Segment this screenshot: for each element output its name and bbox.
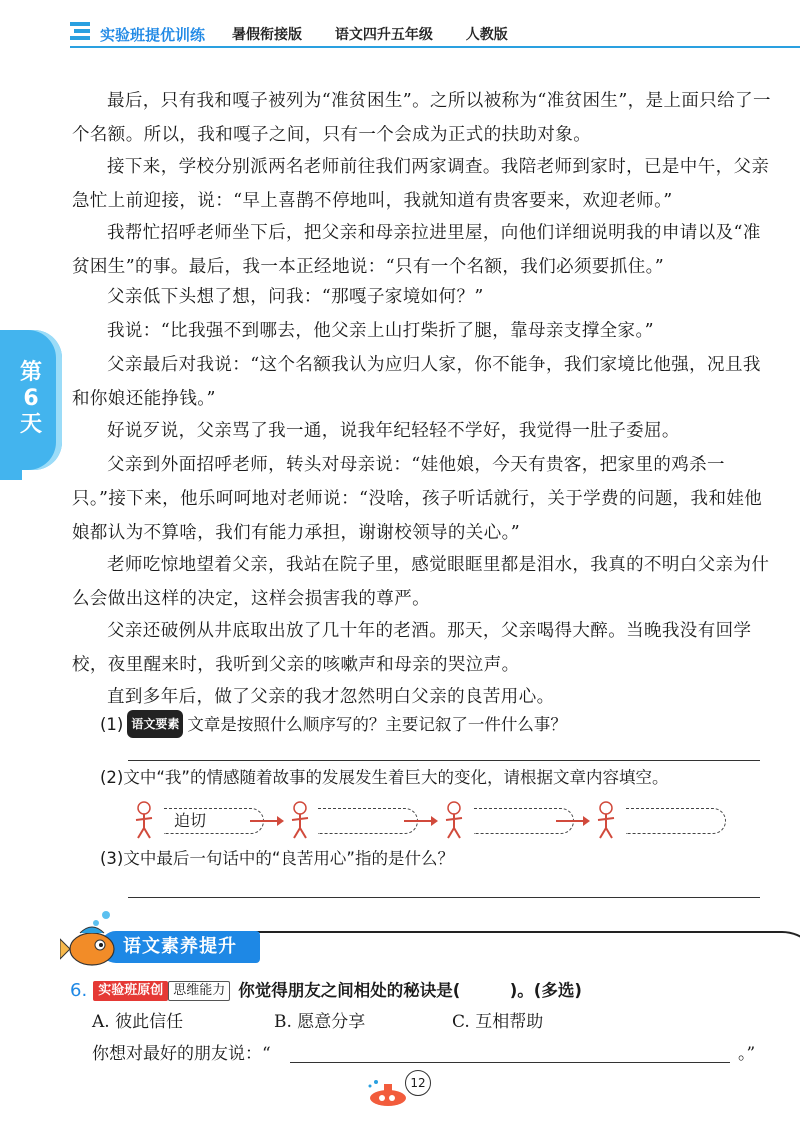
question-6-number: 6. (70, 980, 88, 1001)
option-a[interactable]: A. 彼此信任 (92, 1012, 184, 1032)
skill-tag: 语文要素 (127, 710, 183, 738)
question-1 (100, 710, 760, 738)
question-3: (3)文中最后一句话中的“良苦用心”指的是什么？ (100, 849, 454, 868)
emotion-flow (100, 798, 760, 848)
passage-paragraph: 我说：“比我强不到哪去，他父亲上山打柴折了腿，靠母亲支撑全家。” (107, 321, 654, 341)
emotion-box-4[interactable] (626, 808, 726, 834)
child-figure-icon (130, 800, 160, 840)
question-6 (70, 978, 770, 1004)
tab-stub (0, 470, 22, 480)
flow-arrow (404, 820, 436, 822)
section-banner (60, 905, 800, 975)
passage-paragraph: 接下来，学校分别派两名老师前往我们两家调查。我陪老师到家时，已是中午，父亲急忙上前迎接，说：“早上喜鹊不停地叫，我就知道有贵客要来，欢迎老师。” (72, 157, 770, 211)
series-title: 实验班提优训练 (100, 26, 206, 44)
day-side-tab (0, 330, 62, 470)
publisher-label: 人教版 (465, 27, 508, 43)
friend-prompt-text: 你想对最好的朋友说：“ (92, 1044, 271, 1064)
child-figure-icon (440, 800, 470, 840)
question-1-text: 文章是按照什么顺序写的？主要记叙了一件什么事？ (187, 715, 567, 734)
subject-label: 语文四升五年级 (334, 27, 433, 43)
flow-arrow (250, 820, 282, 822)
passage-paragraph: 父亲最后对我说：“这个名额我认为应归人家，你不能争，我们家境比他强，况且我和你娘还能挣钱。” (72, 355, 761, 409)
option-b[interactable]: B. 愿意分享 (274, 1012, 366, 1032)
passage-paragraph: 父亲还破例从井底取出放了几十年的老酒。那天，父亲喝得大醉。当晚我没有回学校，夜里醒来时，我听到父亲的咳嗽声和母亲的哭泣声。 (72, 621, 752, 675)
option-c[interactable]: C. 互相帮助 (452, 1012, 544, 1032)
child-figure-icon (286, 800, 316, 840)
emotion-box-2[interactable] (318, 808, 418, 834)
submarine-icon (366, 1078, 410, 1108)
friend-prompt (92, 1040, 772, 1068)
question-1-number: (1) (100, 715, 124, 734)
answer-line-3[interactable] (128, 897, 760, 898)
banner-curve (210, 931, 800, 973)
page-header (0, 0, 800, 50)
book-meta (232, 24, 526, 44)
passage-paragraph: 直到多年后，做了父亲的我才忽然明白父亲的良苦用心。 (107, 687, 555, 707)
header-rule (70, 46, 800, 48)
fish-mascot-icon (60, 905, 120, 975)
passage-paragraph: 老师吃惊地望着父亲，我站在院子里，感觉眼眶里都是泪水，我真的不明白父亲为什么会做出这样的决定，这样会损害我的尊严。 (72, 555, 770, 609)
friend-answer-line[interactable] (290, 1062, 730, 1063)
section-title: 语文素养提升 (100, 931, 260, 963)
friend-prompt-end: 。” (738, 1044, 756, 1064)
passage-paragraph: 父亲低下头想了想，问我：“那嘎子家境如何？” (107, 287, 484, 307)
original-tag: 实验班原创 (93, 981, 168, 1001)
flow-arrow (556, 820, 588, 822)
passage-paragraph: 最后，只有我和嘎子被列为“准贫困生”。之所以被称为“准贫困生”，是上面只给了一个名额。所以，我和嘎子之间，只有一个会成为正式的扶助对象。 (72, 91, 771, 145)
day-label: 第6天 (19, 360, 42, 437)
answer-line-1[interactable] (128, 760, 760, 761)
passage-paragraph: 父亲到外面招呼老师，转头对母亲说：“娃他娘，今天有贵客，把家里的鸡杀一只。”接下来，他乐呵呵地对老师说：“没啥，孩子听话就行，关于学费的问题，我和娃他娘都认为不算啥，我们有能力承担，谢谢校领导的关心。” (72, 455, 763, 543)
thinking-tag: 思维能力 (168, 981, 230, 1001)
edition-label: 暑假衔接版 (232, 27, 302, 43)
emotion-box-1[interactable]: 迫切 (164, 808, 264, 834)
child-figure-icon (592, 800, 622, 840)
passage-paragraph: 我帮忙招呼老师坐下后，把父亲和母亲拉进里屋，向他们详细说明我的申请以及“准贫困生”的事。最后，我一本正经地说：“只有一个名额，我们必须要抓住。” (72, 223, 761, 277)
page-number: 12 (405, 1070, 431, 1096)
question-2: (2)文中“我”的情感随着故事的发展发生着巨大的变化，请根据文章内容填空。 (100, 768, 669, 787)
question-6-stem: 你觉得朋友之间相处的秘诀是( )。(多选) (238, 981, 582, 1000)
series-logo-icon (70, 20, 92, 42)
passage-paragraph: 好说歹说，父亲骂了我一通，说我年纪轻轻不学好，我觉得一肚子委屈。 (107, 421, 680, 441)
